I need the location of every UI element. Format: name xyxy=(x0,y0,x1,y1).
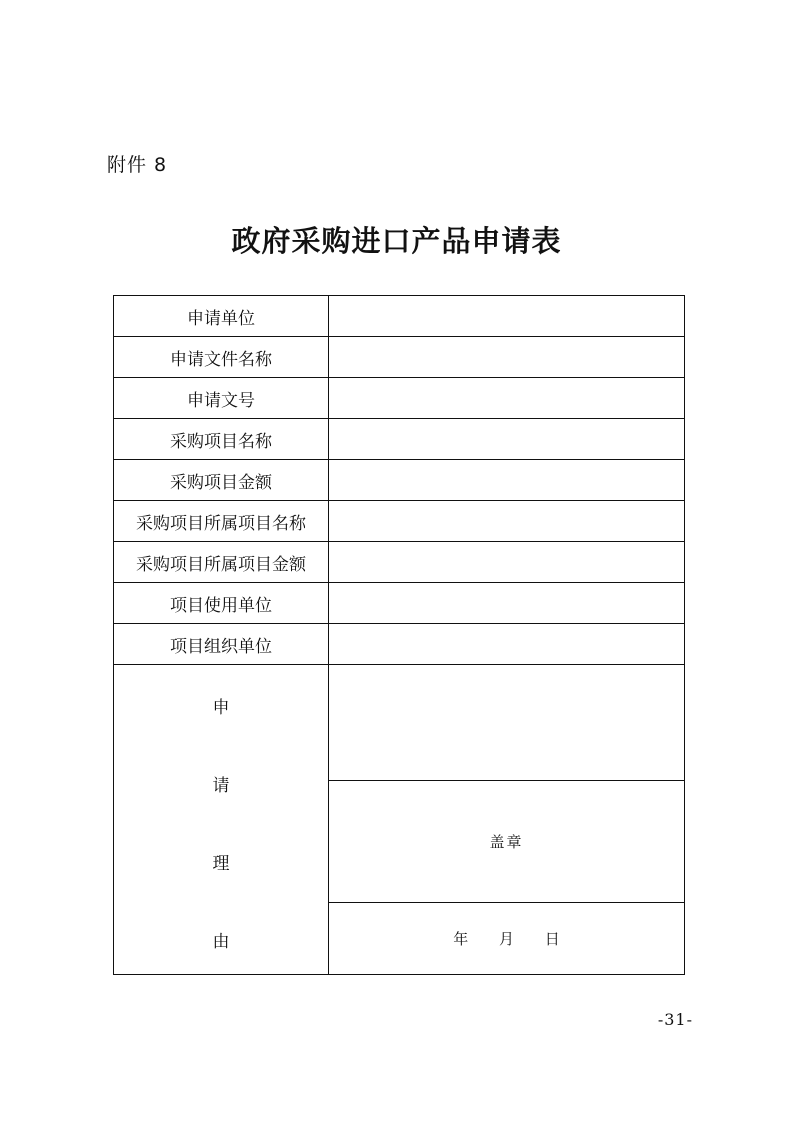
date-day-label: 日 xyxy=(544,929,560,948)
reason-label-char: 由 xyxy=(212,932,230,952)
field-label: 项目使用单位 xyxy=(114,583,329,624)
reason-label-char: 申 xyxy=(212,698,230,718)
document-title: 政府采购进口产品申请表 xyxy=(231,224,562,258)
form-row-using-unit xyxy=(114,583,685,624)
field-value[interactable] xyxy=(329,460,685,501)
form-row-document-number xyxy=(114,378,685,419)
form-row-reason xyxy=(114,665,685,781)
field-value[interactable] xyxy=(329,542,685,583)
page-number: -31- xyxy=(657,1010,693,1029)
date-area xyxy=(329,902,685,974)
form-row-project-name xyxy=(114,419,685,460)
form-row-project-amount xyxy=(114,460,685,501)
reason-content-field[interactable] xyxy=(329,665,685,781)
field-label: 申请文号 xyxy=(114,378,329,419)
form-row-parent-project-name xyxy=(114,501,685,542)
form-row-organizing-unit xyxy=(114,624,685,665)
field-label: 申请单位 xyxy=(114,296,329,337)
reason-label-char: 请 xyxy=(212,776,230,796)
reason-label-char: 理 xyxy=(212,854,230,874)
field-value[interactable] xyxy=(329,378,685,419)
field-value[interactable] xyxy=(329,624,685,665)
field-label: 采购项目所属项目金额 xyxy=(114,542,329,583)
field-value[interactable] xyxy=(329,419,685,460)
field-label: 项目组织单位 xyxy=(114,624,329,665)
reason-label-cell xyxy=(114,665,329,975)
application-form-table xyxy=(113,295,685,975)
field-value[interactable] xyxy=(329,583,685,624)
field-value[interactable] xyxy=(329,337,685,378)
form-row-parent-project-amount xyxy=(114,542,685,583)
date-year-label: 年 xyxy=(453,929,469,948)
field-value[interactable] xyxy=(329,501,685,542)
form-row-document-name xyxy=(114,337,685,378)
attachment-label: 附件 8 xyxy=(107,154,168,176)
form-row-applicant xyxy=(114,296,685,337)
stamp-area xyxy=(329,780,685,902)
field-label: 采购项目所属项目名称 xyxy=(114,501,329,542)
field-label: 采购项目金额 xyxy=(114,460,329,501)
field-value[interactable] xyxy=(329,296,685,337)
field-label: 采购项目名称 xyxy=(114,419,329,460)
date-month-label: 月 xyxy=(498,929,514,948)
field-label: 申请文件名称 xyxy=(114,337,329,378)
stamp-label: 盖章 xyxy=(489,832,524,851)
